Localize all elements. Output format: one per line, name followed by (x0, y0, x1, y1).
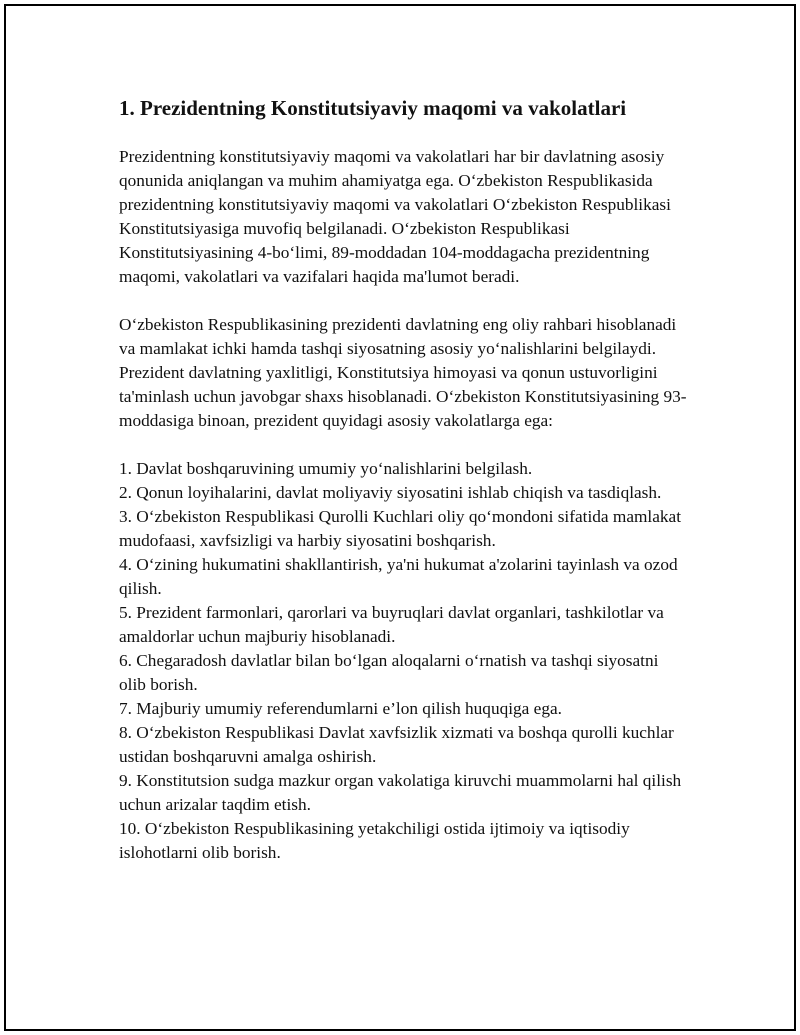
list-item: 5. Prezident farmonlari, qarorlari va buyruqlari davlat organlari, tashkilotlar va amaldorlar uchun majburiy hisoblanadi. (119, 603, 664, 646)
powers-list (119, 457, 689, 865)
list-item: 9. Konstitutsion sudga mazkur organ vakolatiga kiruvchi muammolarni hal qilish uchun arizalar taqdim etish. (119, 771, 682, 814)
intro-paragraph: Prezidentning konstitutsiyaviy maqomi va vakolatlari har bir davlatning asosiy qonunida aniqlangan va muhim ahamiyatga ega. O‘zbekiston Respublikasida prezidentning konstitutsiyaviy maqomi va vakolatlari O‘zbekiston Respublikasi Konstitutsiyasiga muvofiq belgilanadi. O‘zbekiston Respublikasi Konstitutsiyasining 4-bo‘limi, 89-moddadan 104-moddagacha prezidentning maqomi, vakolatlari va vazifalari haqida ma'lumot beradi. (119, 147, 671, 286)
list-item: 3. O‘zbekiston Respublikasi Qurolli Kuchlari oliy qo‘mondoni sifatida mamlakat mudofaasi, xavfsizligi va harbiy siyosatini boshqarish. (119, 507, 682, 550)
document-body (119, 86, 689, 865)
paragraph-spacer (119, 433, 689, 457)
list-item: 7. Majburiy umumiy referendumlarni e’lon qilish huquqiga ega. (119, 699, 562, 718)
president-role-paragraph: O‘zbekiston Respublikasining prezidenti davlatning eng oliy rahbari hisoblanadi va mamlakat ichki hamda tashqi siyosatning asosiy yo‘nalishlarini belgilaydi. Prezident davlatning yaxlitligi, Konstitutsiya himoyasi va qonun ustuvorligini ta'minlash uchun javobgar shaxs hisoblanadi. O‘zbekiston Konstitutsiyasining 93-moddasiga binoan, prezident quyidagi asosiy vakolatlarga ega: (119, 315, 687, 430)
list-item: 2. Qonun loyihalarini, davlat moliyaviy siyosatini ishlab chiqish va tasdiqlash. (119, 483, 662, 502)
list-item: 8. O‘zbekiston Respublikasi Davlat xavfsizlik xizmati va boshqa qurolli kuchlar ustidan boshqaruvni amalga oshirish. (119, 723, 674, 766)
document-page (4, 4, 796, 1031)
list-item: 6. Chegaradosh davlatlar bilan bo‘lgan aloqalarni o‘rnatish va tashqi siyosatni olib borish. (119, 651, 659, 694)
paragraph-spacer (119, 289, 689, 313)
list-item: 4. O‘zining hukumatini shakllantirish, ya'ni hukumat a'zolarini tayinlash va ozod qilish. (119, 555, 678, 598)
list-item: 1. Davlat boshqaruvining umumiy yo‘nalishlarini belgilash. (119, 459, 533, 478)
section-title: 1. Prezidentning Konstitutsiyaviy maqomi va vakolatlari (119, 96, 627, 120)
list-item: 10. O‘zbekiston Respublikasining yetakchiligi ostida ijtimoiy va iqtisodiy islohotlarni olib borish. (119, 819, 630, 862)
